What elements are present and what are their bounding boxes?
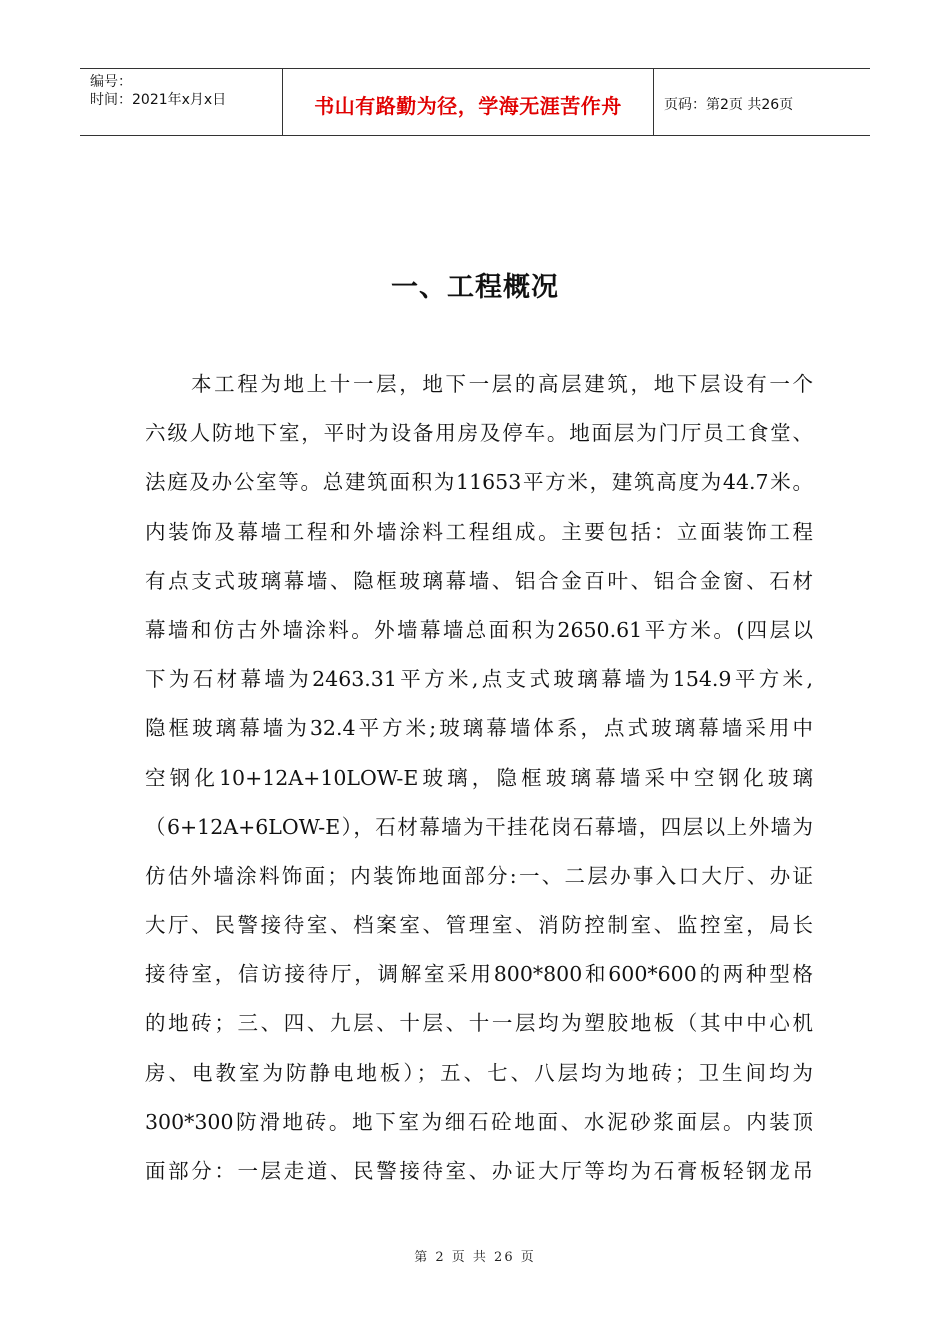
text-line: 六级人防地下室，平时为设备用房及停车。地面层为门厅员工食堂、 — [145, 421, 813, 446]
section-title: 一、工程概况 — [391, 272, 559, 303]
header-motto: 书山有路勤为径，学海无涯苦作舟 — [282, 69, 654, 135]
page-footer: 第 2 页 共 26 页 — [414, 1250, 536, 1265]
document-header — [80, 68, 870, 136]
text-line: 接待室，信访接待厅，调解室采用800*800和600*600的两种型格 — [145, 962, 813, 987]
text-line: 内装饰及幕墙工程和外墙涂料工程组成。主要包括：立面装饰工程 — [145, 519, 813, 544]
text-line: 面部分：一层走道、民警接待室、办证大厅等均为石膏板轻钢龙吊 — [145, 1159, 813, 1183]
header-meta — [80, 69, 282, 135]
text-line: 的地砖；三、四、九层、十层、十一层均为塑胶地板（其中中心机 — [145, 1011, 813, 1036]
text-line: 空钢化10+12A+10LOW-E玻璃，隐框玻璃幕墙采中空钢化玻璃 — [145, 765, 813, 790]
text-line: 仿估外墙涂料饰面；内装饰地面部分:一、二层办事入口大厅、办证 — [145, 863, 813, 888]
text-line: 隐框玻璃幕墙为32.4平方米;玻璃幕墙体系，点式玻璃幕墙采用中 — [145, 716, 813, 741]
text-line: 有点支式玻璃幕墙、隐框玻璃幕墙、铝合金百叶、铝合金窗、石材 — [145, 568, 813, 593]
header-page-info: 页码：第2页 共26页 — [664, 97, 794, 113]
text-line: 下为石材幕墙为2463.31平方米,点支式玻璃幕墙为154.9平方米, — [145, 667, 813, 692]
body-paragraph — [145, 366, 813, 1202]
text-line: 300*300防滑地砖。地下室为细石砼地面、水泥砂浆面层。内装顶 — [145, 1109, 813, 1134]
text-line: 幕墙和仿古外墙涂料。外墙幕墙总面积为2650.61平方米。(四层以 — [145, 617, 813, 642]
text-line: 房、电教室为防静电地板）；五、七、八层均为地砖；卫生间均为 — [145, 1060, 813, 1085]
text-line: 法庭及办公室等。总建筑面积为11653平方米，建筑高度为44.7米。 — [145, 470, 813, 495]
text-line: 本工程为地上十一层，地下一层的高层建筑，地下层设有一个 — [191, 372, 813, 396]
time-label: 时间：2021年x月x日 — [90, 92, 227, 108]
number-label: 编号： — [90, 74, 132, 90]
text-line: （6+12A+6LOW-E），石材幕墙为干挂花岗石幕墙，四层以上外墙为 — [145, 814, 813, 839]
text-line: 大厅、民警接待室、档案室、管理室、消防控制室、监控室，局长 — [145, 913, 813, 938]
